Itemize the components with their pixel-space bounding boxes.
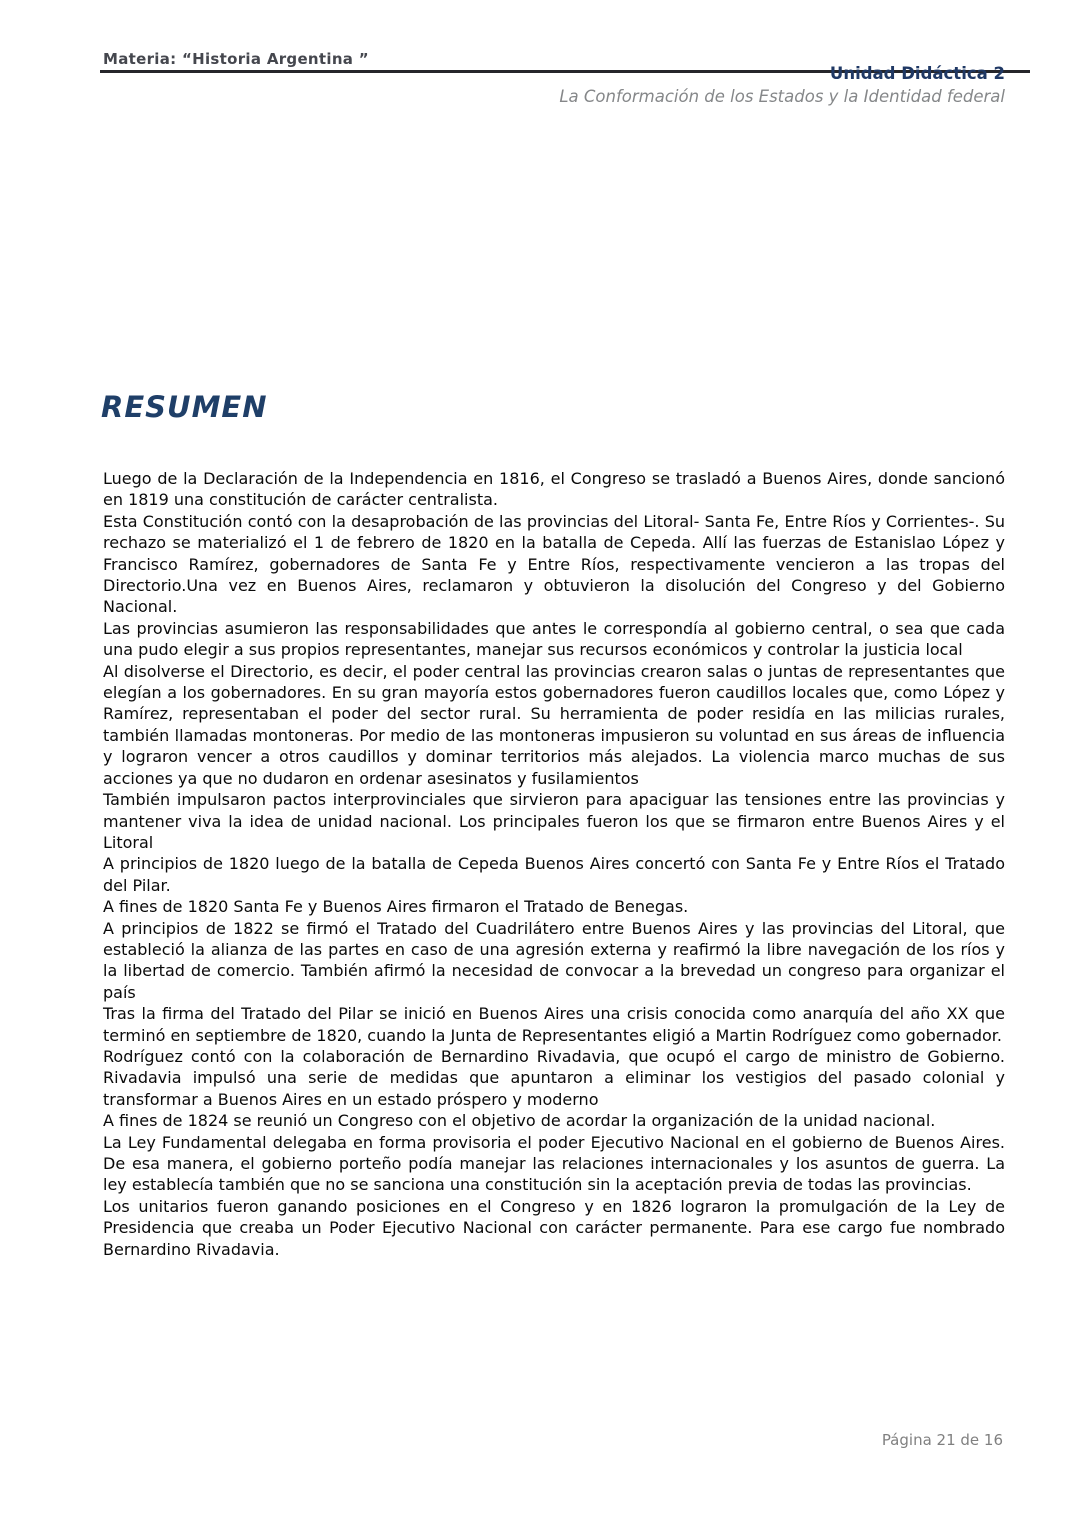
paragraph: A principios de 1820 luego de la batalla de Cepeda Buenos Aires concertó con Santa Fe y Entre Ríos el Tratado del Pilar. xyxy=(103,854,1005,895)
paragraph: A fines de 1820 Santa Fe y Buenos Aires firmaron el Tratado de Benegas. xyxy=(103,897,689,917)
paragraph: A fines de 1824 se reunió un Congreso con el objetivo de acordar la organización de la unidad nacional. xyxy=(103,1111,936,1131)
course-label: Materia: “Historia Argentina ” xyxy=(103,50,369,68)
paragraph: También impulsaron pactos interprovinciales que sirvieron para apaciguar las tensiones entre las provincias y mantener viva la idea de unidad nacional. Los principales fueron los que se firmaron entre Buenos Aires y el Litoral xyxy=(103,790,1005,852)
paragraph: Luego de la Declaración de la Independencia en 1816, el Congreso se trasladó a Buenos Aires, donde sancionó en 1819 una constitución de carácter centralista. xyxy=(103,469,1005,510)
paragraph: Las provincias asumieron las responsabilidades que antes le correspondía al gobierno central, o sea que cada una pudo elegir a sus propios representantes, manejar sus recursos económicos y controlar la justicia local xyxy=(103,618,1005,660)
paragraph: A principios de 1822 se firmó el Tratado del Cuadrilátero entre Buenos Aires y las provincias del Litoral, que estableció la alianza de las partes en caso de una agresión externa y reafirmó la libre navegación de los ríos y la libertad de comercio. También afirmó la necesidad de convocar a la brevedad un congreso para organizar el país xyxy=(103,918,1005,1002)
document-body xyxy=(103,468,1005,1260)
unit-title: Unidad Didáctica 2 xyxy=(829,64,1005,83)
paragraph: Tras la firma del Tratado del Pilar se inició en Buenos Aires una crisis conocida como anarquía del año XX que terminó en septiembre de 1820, cuando la Junta de Representantes eligió a Martin Rodríguez como gobernador. xyxy=(103,1004,1005,1045)
paragraph: Rodríguez contó con la colaboración de Bernardino Rivadavia, que ocupó el cargo de ministro de Gobierno. Rivadavia impulsó una serie de medidas que apuntaron a eliminar los vestigios del pasado colonial y transformar a Buenos Aires en un estado próspero y moderno xyxy=(103,1046,1005,1109)
page-footer xyxy=(882,1431,1003,1449)
paragraph: La Ley Fundamental delegaba en forma provisoria el poder Ejecutivo Nacional en el gobierno de Buenos Aires. De esa manera, el gobierno porteño podía manejar las relaciones internacionales y los asuntos de guerra. La ley establecía también que no se sanciona una constitución sin la aceptación previa de todas las provincias. xyxy=(103,1132,1005,1195)
paragraph: Esta Constitución contó con la desaprobación de las provincias del Litoral- Santa Fe, Entre Ríos y Corrientes-. Su rechazo se materializó el 1 de febrero de 1820 en la batalla de Cepeda. Allí las fuerzas de Estanislao López y Francisco Ramírez, gobernadores de Santa Fe y Entre Ríos, respectivamente vencieron a las tropas del Directorio.Una vez en Buenos Aires, reclamaron y obtuvieron la disolución del Congreso y del Gobierno Nacional. xyxy=(103,511,1005,617)
section-title: RESUMEN xyxy=(101,390,268,424)
paragraph: Al disolverse el Directorio, es decir, el poder central las provincias crearon salas o juntas de representantes que elegían a los gobernadores. En su gran mayoría estos gobernadores fueron caudillos locales que, como López y Ramírez, representaban el poder del sector rural. Su herramienta de poder residía en las milicias rurales, también llamadas montoneras. Por medio de las montoneras impusieron su voluntad en sus áreas de influencia y lograron vencer a otros caudillos y dominar territorios más alejados. La violencia marco muchas de sus acciones ya que no dudaron en ordenar asesinatos y fusilamientos xyxy=(103,661,1005,788)
paragraph: Los unitarios fueron ganando posiciones en el Congreso y en 1826 lograron la promulgación de la Ley de Presidencia que creaba un Poder Ejecutivo Nacional con carácter permanente. Para ese cargo fue nombrado Bernardino Rivadavia. xyxy=(103,1196,1005,1259)
page-number: Página 21 de 16 xyxy=(881,1431,1003,1449)
unit-subtitle: La Conformación de los Estados y la Identidad federal xyxy=(559,87,1005,106)
